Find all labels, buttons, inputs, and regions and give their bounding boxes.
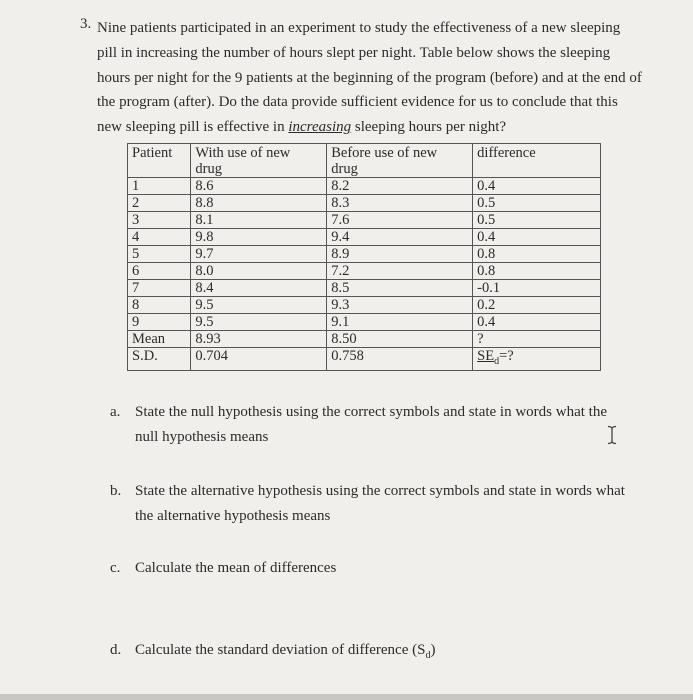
cell-patient: 8 xyxy=(128,297,191,314)
question-number: 3. xyxy=(80,16,92,32)
part-c-label: c. xyxy=(110,560,121,576)
cell-difference: 0.8 xyxy=(473,246,601,263)
sd-with: 0.704 xyxy=(191,348,327,371)
mean-label: Mean xyxy=(128,331,191,348)
cell-before-drug: 8.3 xyxy=(327,195,473,212)
cell-with-drug: 9.7 xyxy=(191,246,327,263)
intro-text: Nine patients participated in an experiment to study the effectiveness of a new sleeping pill in increasing the number of hours slept per night. Table below shows the sleeping hours per night for the 9 patients at the beginning of the program (before) and at the end of the program (after). Do the data provide sufficient evidence for us to conclude that this new sleeping pill is effective in xyxy=(97,20,642,136)
cell-difference: 0.4 xyxy=(473,314,601,331)
page-bottom-edge xyxy=(0,694,693,700)
header-patient: Patient xyxy=(128,144,191,178)
cell-before-drug: 8.2 xyxy=(327,178,473,195)
question-intro xyxy=(97,16,642,140)
table-row xyxy=(128,212,601,229)
sd-label: S.D. xyxy=(128,348,191,371)
intro-emphasis: increasing xyxy=(288,119,352,136)
cell-with-drug: 8.1 xyxy=(191,212,327,229)
sd-before: 0.758 xyxy=(327,348,473,371)
table-body xyxy=(128,178,601,331)
cell-with-drug: 8.6 xyxy=(191,178,327,195)
part-b xyxy=(110,479,650,529)
sd-diff: $SE_d=$? xyxy=(473,348,601,371)
part-a-text: State the null hypothesis using the correct symbols and state in words what the null hypothesis means xyxy=(135,404,608,445)
cell-with-drug: 8.8 xyxy=(191,195,327,212)
cell-patient: 2 xyxy=(128,195,191,212)
part-c xyxy=(110,556,510,581)
part-d-label: d. xyxy=(110,642,122,658)
part-a-label: a. xyxy=(110,404,121,420)
table-row xyxy=(128,263,601,280)
mean-with: 8.93 xyxy=(191,331,327,348)
header-difference: difference xyxy=(473,144,601,178)
table-row xyxy=(128,178,601,195)
cell-patient: 1 xyxy=(128,178,191,195)
part-b-label: b. xyxy=(110,483,122,499)
part-a xyxy=(110,400,640,450)
part-d xyxy=(110,638,560,663)
table-row xyxy=(128,195,601,212)
cell-patient: 7 xyxy=(128,280,191,297)
cell-patient: 5 xyxy=(128,246,191,263)
table-mean-row xyxy=(128,331,601,348)
mean-before: 8.50 xyxy=(327,331,473,348)
cell-difference: -0.1 xyxy=(473,280,601,297)
header-with-drug: With use of new drug xyxy=(191,144,327,178)
mean-diff: ? xyxy=(473,331,601,348)
part-d-text: Calculate the standard deviation of difference $(S_d)$ xyxy=(135,642,436,661)
cell-with-drug: 9.5 xyxy=(191,297,327,314)
cell-patient: 6 xyxy=(128,263,191,280)
table-row xyxy=(128,314,601,331)
cell-before-drug: 9.1 xyxy=(327,314,473,331)
cell-difference: 0.8 xyxy=(473,263,601,280)
cell-with-drug: 9.5 xyxy=(191,314,327,331)
header-before-drug: Before use of new drug xyxy=(327,144,473,178)
cell-patient: 9 xyxy=(128,314,191,331)
data-table xyxy=(127,143,601,371)
cell-difference: 0.4 xyxy=(473,178,601,195)
part-c-text: Calculate the mean of differences xyxy=(135,560,337,576)
cell-with-drug: 8.4 xyxy=(191,280,327,297)
cell-before-drug: 9.3 xyxy=(327,297,473,314)
part-b-text: State the alternative hypothesis using the correct symbols and state in words what the alternative hypothesis means xyxy=(135,483,625,524)
table-row xyxy=(128,246,601,263)
table-sd-row xyxy=(128,348,601,371)
cell-before-drug: 9.4 xyxy=(327,229,473,246)
cell-before-drug: 8.5 xyxy=(327,280,473,297)
text-cursor-icon xyxy=(605,425,619,445)
cell-patient: 4 xyxy=(128,229,191,246)
cell-with-drug: 8.0 xyxy=(191,263,327,280)
cell-difference: 0.5 xyxy=(473,195,601,212)
cell-before-drug: 8.9 xyxy=(327,246,473,263)
table-row xyxy=(128,280,601,297)
intro-text-end: sleeping hours per night? xyxy=(351,119,507,136)
cell-before-drug: 7.2 xyxy=(327,263,473,280)
cell-patient: 3 xyxy=(128,212,191,229)
table-row xyxy=(128,229,601,246)
table-header-row xyxy=(128,144,601,178)
cell-with-drug: 9.8 xyxy=(191,229,327,246)
cell-difference: 0.4 xyxy=(473,229,601,246)
cell-difference: 0.2 xyxy=(473,297,601,314)
cell-difference: 0.5 xyxy=(473,212,601,229)
cell-before-drug: 7.6 xyxy=(327,212,473,229)
table-row xyxy=(128,297,601,314)
